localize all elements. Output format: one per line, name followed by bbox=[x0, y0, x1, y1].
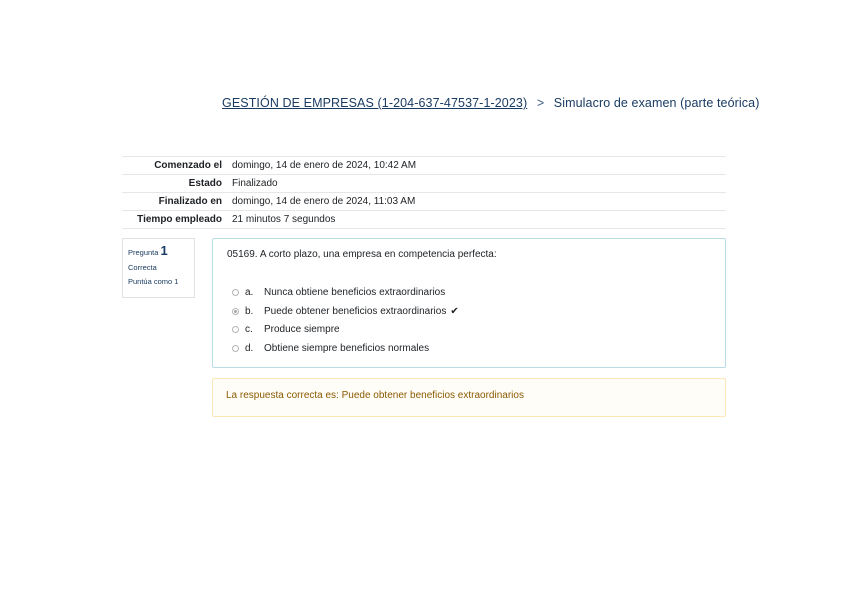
question-box bbox=[212, 238, 726, 368]
question-state: Correcta bbox=[128, 263, 157, 272]
correct-check-icon: ✔ bbox=[450, 305, 459, 317]
summary-row bbox=[122, 211, 726, 229]
radio-b bbox=[232, 308, 239, 315]
answer-option-b bbox=[232, 302, 459, 321]
radio-c bbox=[232, 326, 239, 333]
answer-text: Nunca obtiene beneficios extraordinarios bbox=[264, 286, 446, 298]
answer-text: Obtiene siempre beneficios normales bbox=[264, 342, 430, 354]
summary-value: domingo, 14 de enero de 2024, 11:03 AM bbox=[232, 193, 726, 211]
answer-text: Puede obtener beneficios extraordinarios bbox=[264, 305, 447, 317]
feedback-box bbox=[212, 378, 726, 417]
answer-list bbox=[232, 283, 459, 358]
attempt-summary-table bbox=[122, 156, 726, 229]
breadcrumb bbox=[222, 96, 759, 110]
summary-label: Tiempo empleado bbox=[122, 211, 232, 229]
summary-label: Finalizado en bbox=[122, 193, 232, 211]
summary-label: Comenzado el bbox=[122, 157, 232, 175]
feedback-text: La respuesta correcta es: Puede obtener beneficios extraordinarios bbox=[226, 390, 524, 401]
question-text: 05169. A corto plazo, una empresa en competencia perfecta: bbox=[227, 249, 497, 260]
breadcrumb-current: Simulacro de examen (parte teórica) bbox=[553, 96, 760, 110]
answer-option-d bbox=[232, 339, 459, 358]
breadcrumb-course-link[interactable]: GESTIÓN DE EMPRESAS (1-204-637-47537-1-2023) bbox=[222, 96, 528, 110]
answer-letter: a. bbox=[245, 286, 254, 298]
summary-value: domingo, 14 de enero de 2024, 10:42 AM bbox=[232, 157, 726, 175]
breadcrumb-separator: > bbox=[536, 96, 545, 110]
answer-letter: c. bbox=[245, 324, 253, 336]
summary-row bbox=[122, 175, 726, 193]
question-label: Pregunta bbox=[128, 248, 159, 257]
question-info bbox=[122, 238, 195, 298]
answer-option-a bbox=[232, 283, 459, 302]
answer-letter: d. bbox=[245, 342, 254, 354]
answer-letter: b. bbox=[245, 305, 254, 317]
summary-row bbox=[122, 157, 726, 175]
answer-option-c bbox=[232, 320, 459, 339]
question-number: 1 bbox=[160, 243, 168, 258]
summary-value: Finalizado bbox=[232, 175, 726, 193]
summary-label: Estado bbox=[122, 175, 232, 193]
question-mark: Puntúa como 1 bbox=[128, 277, 179, 286]
summary-value: 21 minutos 7 segundos bbox=[232, 211, 726, 229]
answer-text: Produce siempre bbox=[264, 324, 340, 336]
radio-d bbox=[232, 345, 239, 352]
radio-a bbox=[232, 289, 239, 296]
summary-row bbox=[122, 193, 726, 211]
